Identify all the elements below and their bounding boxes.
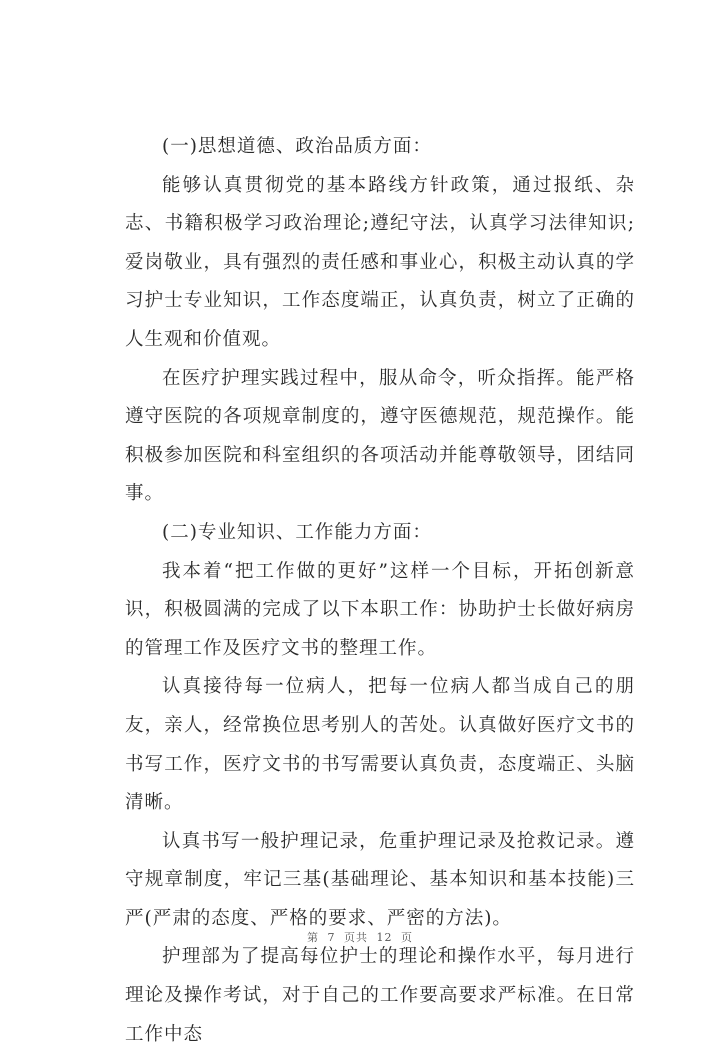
document-body — [125, 128, 635, 1054]
paragraph-nursing-records: 认真书写一般护理记录，危重护理记录及抢救记录。遵守规章制度，牢记三基(基础理论、基本知识和基本技能)三严(严肃的态度、严格的要求、严密的方法)。 — [125, 830, 635, 929]
page-number-footer: 第 7 页共 12 页 — [307, 931, 413, 944]
paragraph-political-study: 能够认真贯彻党的基本路线方针政策，通过报纸、杂志、书籍积极学习政治理论;遵纪守法，认真学习法律知识;爱岗敬业，具有强烈的责任感和事业心，积极主动认真的学习护士专业知识，工作态度端正，认真负责，树立了正确的人生观和价值观。 — [125, 174, 635, 350]
paragraph-patient-care: 认真接待每一位病人，把每一位病人都当成自己的朋友，亲人，经常换位思考别人的苦处。认真做好医疗文书的书写工作，医疗文书的书写需要认真负责，态度端正、头脑清晰。 — [125, 676, 635, 814]
section-heading-ideology: (一)思想道德、政治品质方面： — [162, 136, 432, 157]
paragraph-training-exams: 护理部为了提高每位护士的理论和操作水平，每月进行理论及操作考试，对于自己的工作要高要求严标准。在日常工作中态 — [125, 946, 635, 1045]
paragraph-nursing-practice: 在医疗护理实践过程中，服从命令，听众指挥。能严格遵守医院的各项规章制度的，遵守医德规范，规范操作。能积极参加医院和科室组织的各项活动并能尊敬领导，团结同事。 — [125, 367, 635, 505]
paragraph-work-goal: 我本着“把工作做的更好”这样一个目标，开拓创新意识，积极圆满的完成了以下本职工作：协助护士长做好病房的管理工作及医疗文书的整理工作。 — [125, 560, 635, 659]
section-heading-professional: (二)专业知识、工作能力方面： — [162, 521, 432, 543]
